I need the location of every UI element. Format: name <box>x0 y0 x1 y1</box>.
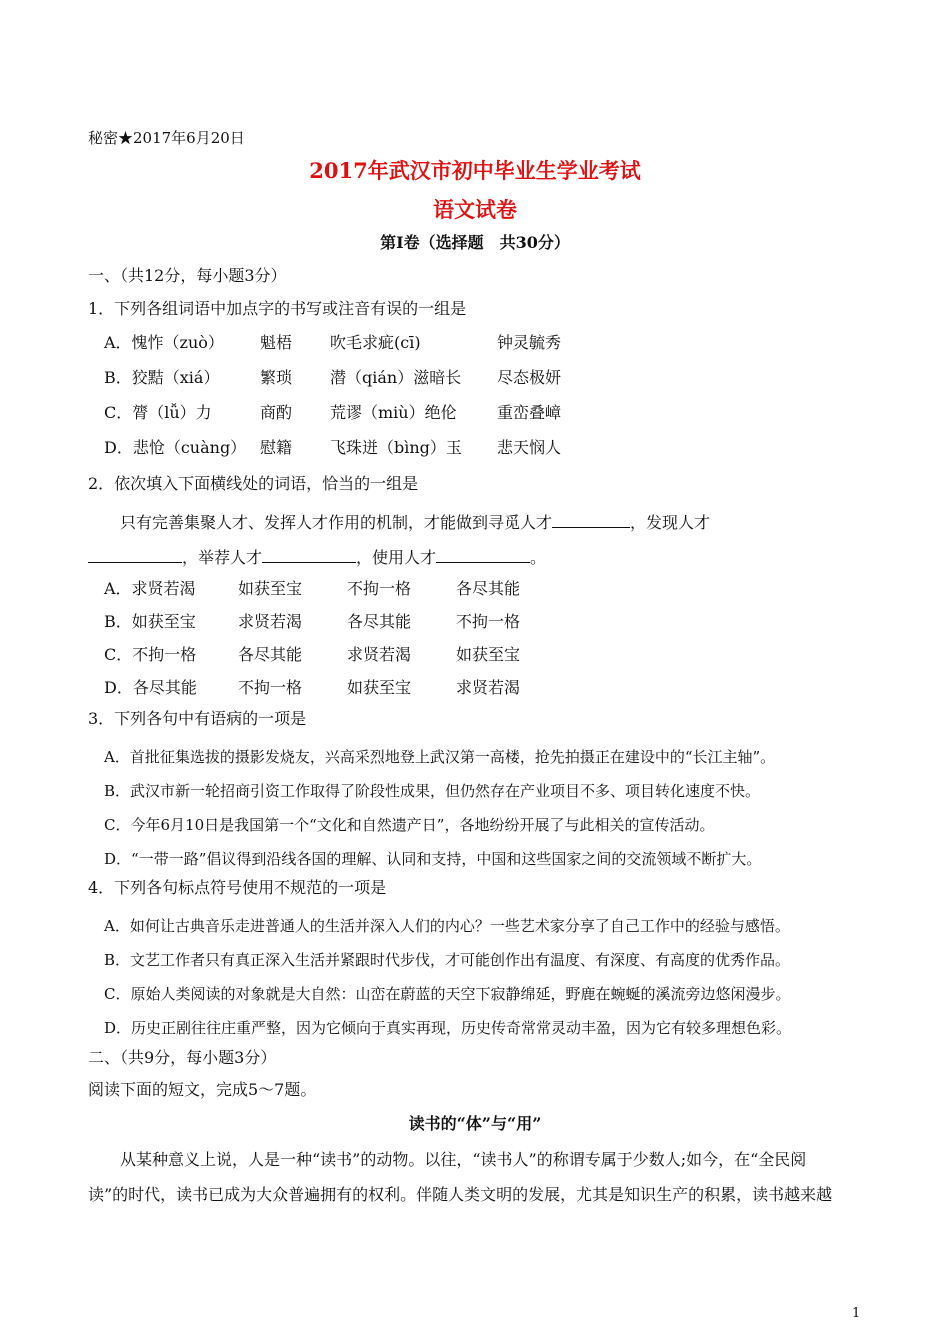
option-cell: C．膂（lǚ）力 <box>104 403 212 422</box>
passage-text: ，举荐人才 <box>182 548 263 567</box>
option-cell: 慰籍 <box>260 438 293 457</box>
question-4-stem: 4．下列各句标点符号使用不规范的一项是 <box>88 878 387 897</box>
question-3-option-c: C．今年6月10日是我国第一个“文化和自然遗产日”，各地纷纷开展了与此相关的宣传活动。 <box>104 816 715 834</box>
fill-blank-4 <box>436 546 530 563</box>
passage-text: 只有完善集聚人才、发挥人才作用的机制，才能做到寻觅人才 <box>120 513 553 532</box>
section-one-heading: 一、（共12分，每小题3分） <box>88 266 287 285</box>
option-cell: B．如获至宝 <box>104 612 196 631</box>
part-one-title: 第Ⅰ卷（选择题 共30分） <box>380 233 570 252</box>
question-2-passage-line2 <box>88 546 546 568</box>
page-number: 1 <box>852 1306 861 1321</box>
option-cell: 尽态极妍 <box>497 368 562 387</box>
passage-text: ，使用人才 <box>356 548 437 567</box>
option-cell: 求贤若渴 <box>238 612 303 631</box>
passage-text: ，发现人才 <box>630 513 711 532</box>
reading-instruction: 阅读下面的短文，完成5～7题。 <box>88 1080 317 1099</box>
option-cell: 魁梧 <box>260 333 293 352</box>
option-cell: 求贤若渴 <box>456 678 521 697</box>
option-cell: 如获至宝 <box>347 678 412 697</box>
article-paragraph-line2: 读”的时代，读书已成为大众普遍拥有的权利。伴随人类文明的发展，尤其是知识生产的积累，读书越来越 <box>88 1185 833 1204</box>
passage-text: 。 <box>530 548 547 567</box>
option-cell: 如获至宝 <box>238 579 303 598</box>
question-3-stem: 3．下列各句中有语病的一项是 <box>88 709 307 728</box>
section-two-heading: 二、（共9分，每小题3分） <box>88 1048 277 1067</box>
question-4-option-d: D．历史正剧往往庄重严整，因为它倾向于真实再现，历史传奇常常灵动丰盈，因为它有较多理想色彩。 <box>104 1019 792 1037</box>
option-cell: A．求贤若渴 <box>104 579 196 598</box>
option-cell: 如获至宝 <box>456 645 521 664</box>
option-cell: 不拘一格 <box>456 612 521 631</box>
option-cell: 悲天悯人 <box>497 438 562 457</box>
question-4-option-c: C．原始人类阅读的对象就是大自然：山峦在蔚蓝的天空下寂静绵延，野鹿在蜿蜒的溪流旁边悠闲漫步。 <box>104 985 791 1003</box>
confidential-date-line: 秘密★2017年6月20日 <box>88 129 245 147</box>
question-2-stem: 2．依次填入下面横线处的词语，恰当的一组是 <box>88 474 419 493</box>
exam-subtitle: 语文试卷 <box>433 197 517 222</box>
exam-title: 2017年武汉市初中毕业生学业考试 <box>309 158 641 183</box>
option-cell: 钟灵毓秀 <box>497 333 562 352</box>
fill-blank-3 <box>262 546 356 563</box>
option-cell: 不拘一格 <box>347 579 412 598</box>
option-cell: 各尽其能 <box>347 612 412 631</box>
option-cell: 吹毛求疵(cī) <box>330 333 421 352</box>
option-cell: 各尽其能 <box>456 579 521 598</box>
option-cell: 不拘一格 <box>238 678 303 697</box>
question-4-option-b: B．文艺工作者只有真正深入生活并紧跟时代步伐，才可能创作出有温度、有深度、有高度的优秀作品。 <box>104 951 791 969</box>
question-4-option-a: A．如何让古典音乐走进普通人的生活并深入人们的内心？一些艺术家分享了自己工作中的经验与感悟。 <box>104 917 790 935</box>
article-title: 读书的“体”与“用” <box>408 1114 542 1133</box>
fill-blank-2 <box>88 546 182 563</box>
question-3-option-a: A．首批征集选拔的摄影发烧友，兴高采烈地登上武汉第一高楼，抢先拍摄正在建设中的“长江主轴”。 <box>104 748 776 766</box>
option-cell: C．不拘一格 <box>104 645 197 664</box>
article-paragraph-line1: 从某种意义上说，人是一种“读书”的动物。以往，“读书人”的称谓专属于少数人;如今，在“全民阅 <box>120 1150 807 1169</box>
option-cell: 商酌 <box>260 403 293 422</box>
option-cell: B．狡黠（xiá） <box>104 368 220 387</box>
option-cell: 各尽其能 <box>238 645 303 664</box>
question-3-option-b: B．武汉市新一轮招商引资工作取得了阶段性成果，但仍然存在产业项目不多、项目转化速度不快。 <box>104 782 761 800</box>
option-cell: 重峦叠嶂 <box>497 403 562 422</box>
option-cell: A．愧怍（zuò） <box>104 333 224 352</box>
option-cell: 求贤若渴 <box>347 645 412 664</box>
option-cell: 飞珠迸（bìng）玉 <box>330 438 462 457</box>
option-cell: D．各尽其能 <box>104 678 197 697</box>
option-cell: 潜（qián）滋暗长 <box>330 368 462 387</box>
question-3-option-d: D．“一带一路”倡议得到沿线各国的理解、认同和支持，中国和这些国家之间的交流领域不断扩大。 <box>104 850 762 868</box>
fill-blank-1 <box>552 511 630 528</box>
option-cell: 繁琐 <box>260 368 293 387</box>
option-cell: 荒谬（miù）绝伦 <box>330 403 457 422</box>
option-cell: D．悲怆（cuàng） <box>104 438 247 457</box>
question-2-passage-line1 <box>120 511 710 533</box>
question-1-stem: 1．下列各组词语中加点字的书写或注音有误的一组是 <box>88 299 467 318</box>
